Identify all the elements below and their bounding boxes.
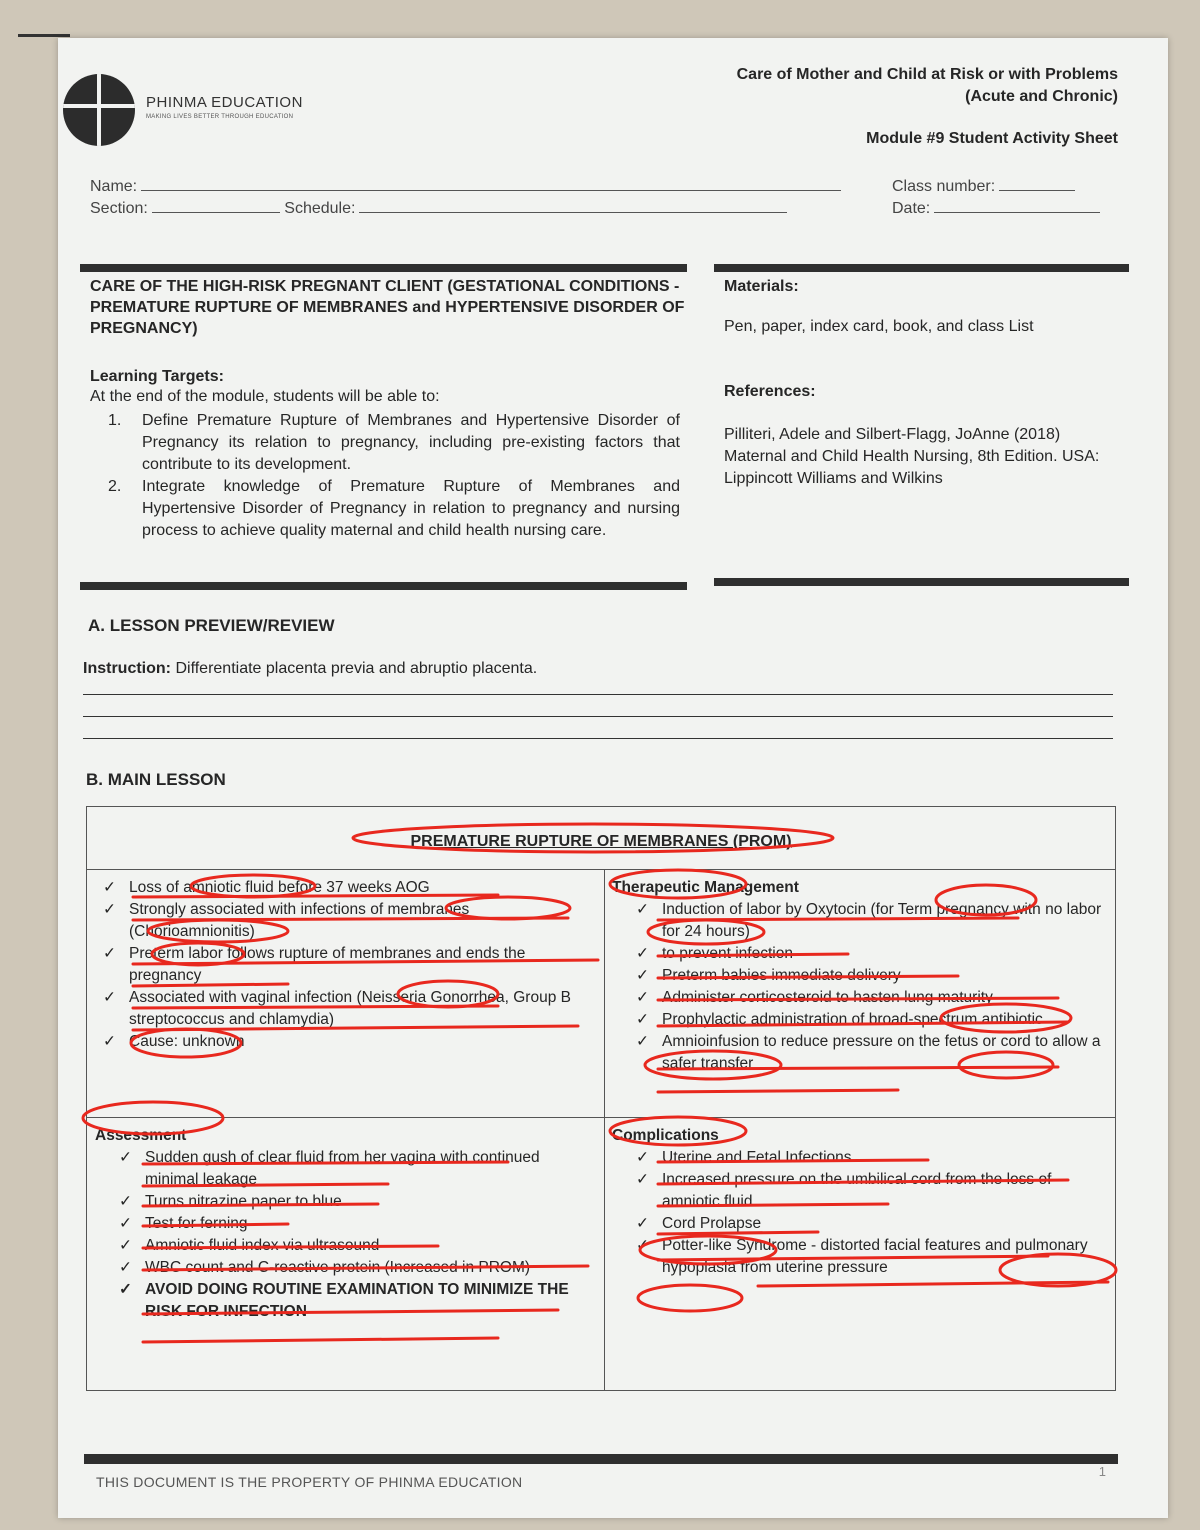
lesson-title: CARE OF THE HIGH-RISK PREGNANT CLIENT (GESTATIONAL CONDITIONS - PREMATURE RUPTURE OF MEMBRANES and HYPERTENSIVE DISORDER OF PREGNANCY) [90, 278, 685, 337]
checkmark-icon: ✓ [636, 1033, 649, 1050]
class-number-label: Class number: [892, 178, 996, 195]
target-text: Integrate knowledge of Premature Rupture of Membranes and Hypertensive Disorder of Pregnancy in relation to pregnancy and nursing process to achieve quality maternal and child health nursing care. [142, 478, 680, 539]
item-text: to prevent infection [662, 945, 793, 962]
references-text: Pilliteri, Adele and Silbert-Flagg, JoAnne (2018) Maternal and Child Health Nursing, 8th Edition. USA: Lippincott Williams and Wilkins [724, 426, 1100, 487]
class-number-blank[interactable] [999, 176, 1075, 191]
page-number: 1 [1098, 1464, 1106, 1479]
logo-tagline: MAKING LIVES BETTER THROUGH EDUCATION [146, 114, 294, 120]
checkmark-icon: ✓ [103, 945, 116, 962]
name-label: Name: [90, 178, 138, 195]
therapeutic-item [612, 899, 1107, 943]
definition-item [95, 943, 590, 987]
checkmark-icon: ✓ [119, 1193, 132, 1210]
assessment-item [95, 1213, 590, 1235]
activity-sheet [58, 38, 1168, 1518]
divider-bar [80, 582, 687, 590]
assessment-item [95, 1235, 590, 1257]
schedule-label: Schedule: [284, 200, 356, 217]
item-text: Cord Prolapse [662, 1215, 762, 1232]
references-heading: References: [724, 383, 816, 400]
complication-item [612, 1169, 1107, 1213]
therapeutic-item [612, 965, 1107, 987]
section-label: Section: [90, 200, 148, 217]
therapeutic-item [612, 1031, 1107, 1075]
learning-targets-intro: At the end of the module, students will be able to: [90, 388, 440, 405]
target-number: 1. [108, 412, 122, 429]
answer-line[interactable] [83, 694, 1113, 695]
date-blank[interactable] [934, 198, 1100, 213]
phinma-logo-icon [63, 74, 135, 146]
name-field[interactable] [90, 176, 841, 196]
checkmark-icon: ✓ [636, 1237, 649, 1254]
complication-item [612, 1235, 1107, 1279]
item-text: Strongly associated with infections of membranes (Chorioamnionitis) [129, 901, 470, 940]
checkmark-icon: ✓ [119, 1215, 132, 1232]
therapeutic-heading: Therapeutic Management [612, 879, 799, 896]
footer-text: THIS DOCUMENT IS THE PROPERTY OF PHINMA EDUCATION [96, 1474, 523, 1490]
prom-table [86, 806, 1116, 1391]
module-title: Module #9 Student Activity Sheet [866, 130, 1118, 147]
learning-target [90, 476, 680, 542]
learning-targets-heading: Learning Targets: [90, 368, 224, 385]
assessment-item [95, 1257, 590, 1279]
date-field[interactable] [892, 198, 1100, 218]
answer-line[interactable] [83, 738, 1113, 739]
checkmark-icon: ✓ [636, 901, 649, 918]
checkmark-icon: ✓ [636, 1171, 649, 1188]
item-text: WBC count and C-reactive protein (Increased in PROM) [145, 1259, 531, 1276]
table-title: PREMATURE RUPTURE OF MEMBRANES (PROM) [410, 833, 792, 850]
divider-bar [714, 578, 1129, 586]
complications-heading: Complications [612, 1127, 719, 1144]
materials-text: Pen, paper, index card, book, and class List [724, 318, 1034, 335]
complication-item [612, 1147, 1107, 1169]
materials-heading: Materials: [724, 278, 799, 295]
section-a-heading: A. LESSON PREVIEW/REVIEW [88, 616, 335, 635]
checkmark-icon: ✓ [636, 1215, 649, 1232]
assessment-heading: Assessment [95, 1127, 187, 1144]
item-text: AVOID DOING ROUTINE EXAMINATION TO MINIMIZE THE RISK FOR INFECTION [145, 1281, 569, 1320]
item-text: Associated with vaginal infection (Neisseria Gonorrhea, Group B streptococcus and chlamydia) [129, 989, 571, 1028]
checkmark-icon: ✓ [103, 1033, 116, 1050]
checkmark-icon: ✓ [103, 901, 116, 918]
checkmark-icon: ✓ [103, 989, 116, 1006]
target-text: Define Premature Rupture of Membranes and Hypertensive Disorder of Pregnancy its relation to pregnancy, including pre-existing factors that contribute to its development. [142, 412, 680, 473]
checkmark-icon: ✓ [636, 945, 649, 962]
definition-item [95, 1031, 590, 1053]
checkmark-icon: ✓ [636, 1149, 649, 1166]
item-text: Preterm babies immediate delivery [662, 967, 901, 984]
therapeutic-item [612, 1009, 1107, 1031]
assessment-item [95, 1279, 590, 1323]
checkmark-icon: ✓ [636, 989, 649, 1006]
complications-cell [612, 1125, 1107, 1279]
definition-item [95, 899, 590, 943]
therapeutic-item [612, 987, 1107, 1009]
checkmark-icon: ✓ [636, 1011, 649, 1028]
item-text: Amnioinfusion to reduce pressure on the fetus or cord to allow a safer transfer [662, 1033, 1101, 1072]
learning-target [90, 410, 680, 476]
class-number-field[interactable] [892, 176, 1075, 196]
logo-text: PHINMA EDUCATION [146, 94, 303, 111]
section-blank[interactable] [152, 198, 280, 213]
page-edge-mark [18, 34, 70, 37]
checkmark-icon: ✓ [103, 879, 116, 896]
complication-item [612, 1213, 1107, 1235]
item-text: Induction of labor by Oxytocin (for Term pregnancy with no labor for 24 hours) [662, 901, 1102, 940]
checkmark-icon: ✓ [119, 1259, 132, 1276]
instruction-label: Instruction: [83, 660, 171, 677]
row-divider [87, 1117, 1115, 1118]
instruction [83, 660, 537, 678]
target-number: 2. [108, 478, 122, 495]
assessment-item [95, 1147, 590, 1191]
checkmark-icon: ✓ [119, 1281, 132, 1298]
instruction-text: Differentiate placenta previa and abruptio placenta. [175, 660, 538, 677]
section-field[interactable] [90, 198, 787, 218]
date-label: Date: [892, 200, 931, 217]
table-header-row [87, 807, 1115, 870]
checkmark-icon: ✓ [119, 1237, 132, 1254]
therapeutic-management-cell [612, 877, 1107, 1075]
definition-item [95, 877, 590, 899]
item-text: Administer corticosteroid to hasten lung maturity [662, 989, 993, 1006]
therapeutic-item [612, 943, 1107, 965]
assessment-cell [95, 1125, 590, 1323]
course-title: Care of Mother and Child at Risk or with Problems (Acute and Chronic) [736, 66, 1118, 105]
item-text: Increased pressure on the umbilical cord from the loss of amniotic fluid [662, 1171, 1052, 1210]
definition-item [95, 987, 590, 1031]
checkmark-icon: ✓ [119, 1149, 132, 1166]
footer-bar [84, 1454, 1118, 1464]
column-divider [604, 869, 605, 1390]
learning-targets-list [90, 410, 680, 542]
assessment-item [95, 1191, 590, 1213]
divider-bar [714, 264, 1129, 272]
item-text: Sudden gush of clear fluid from her vagina with continued minimal leakage [145, 1149, 540, 1188]
section-b-heading: B. MAIN LESSON [86, 770, 226, 789]
item-text: Preterm labor follows rupture of membranes and ends the pregnancy [129, 945, 526, 984]
checkmark-icon: ✓ [636, 967, 649, 984]
item-text: Amniotic fluid index via ultrasound [145, 1237, 380, 1254]
item-text: Prophylactic administration of broad-spectrum antibiotic [662, 1011, 1043, 1028]
item-text: Test for ferning [145, 1215, 248, 1232]
item-text: Loss of amniotic fluid before 37 weeks AOG [129, 879, 430, 896]
divider-bar [80, 264, 687, 272]
schedule-blank[interactable] [359, 198, 787, 213]
item-text: Turns nitrazine paper to blue [145, 1193, 342, 1210]
item-text: Cause: unknown [129, 1033, 245, 1050]
definition-cell [95, 877, 590, 1053]
name-blank[interactable] [141, 176, 841, 191]
item-text: Potter-like Syndrome - distorted facial features and pulmonary hypoplasia from uterine pressure [662, 1237, 1088, 1276]
item-text: Uterine and Fetal Infections [662, 1149, 852, 1166]
answer-line[interactable] [83, 716, 1113, 717]
